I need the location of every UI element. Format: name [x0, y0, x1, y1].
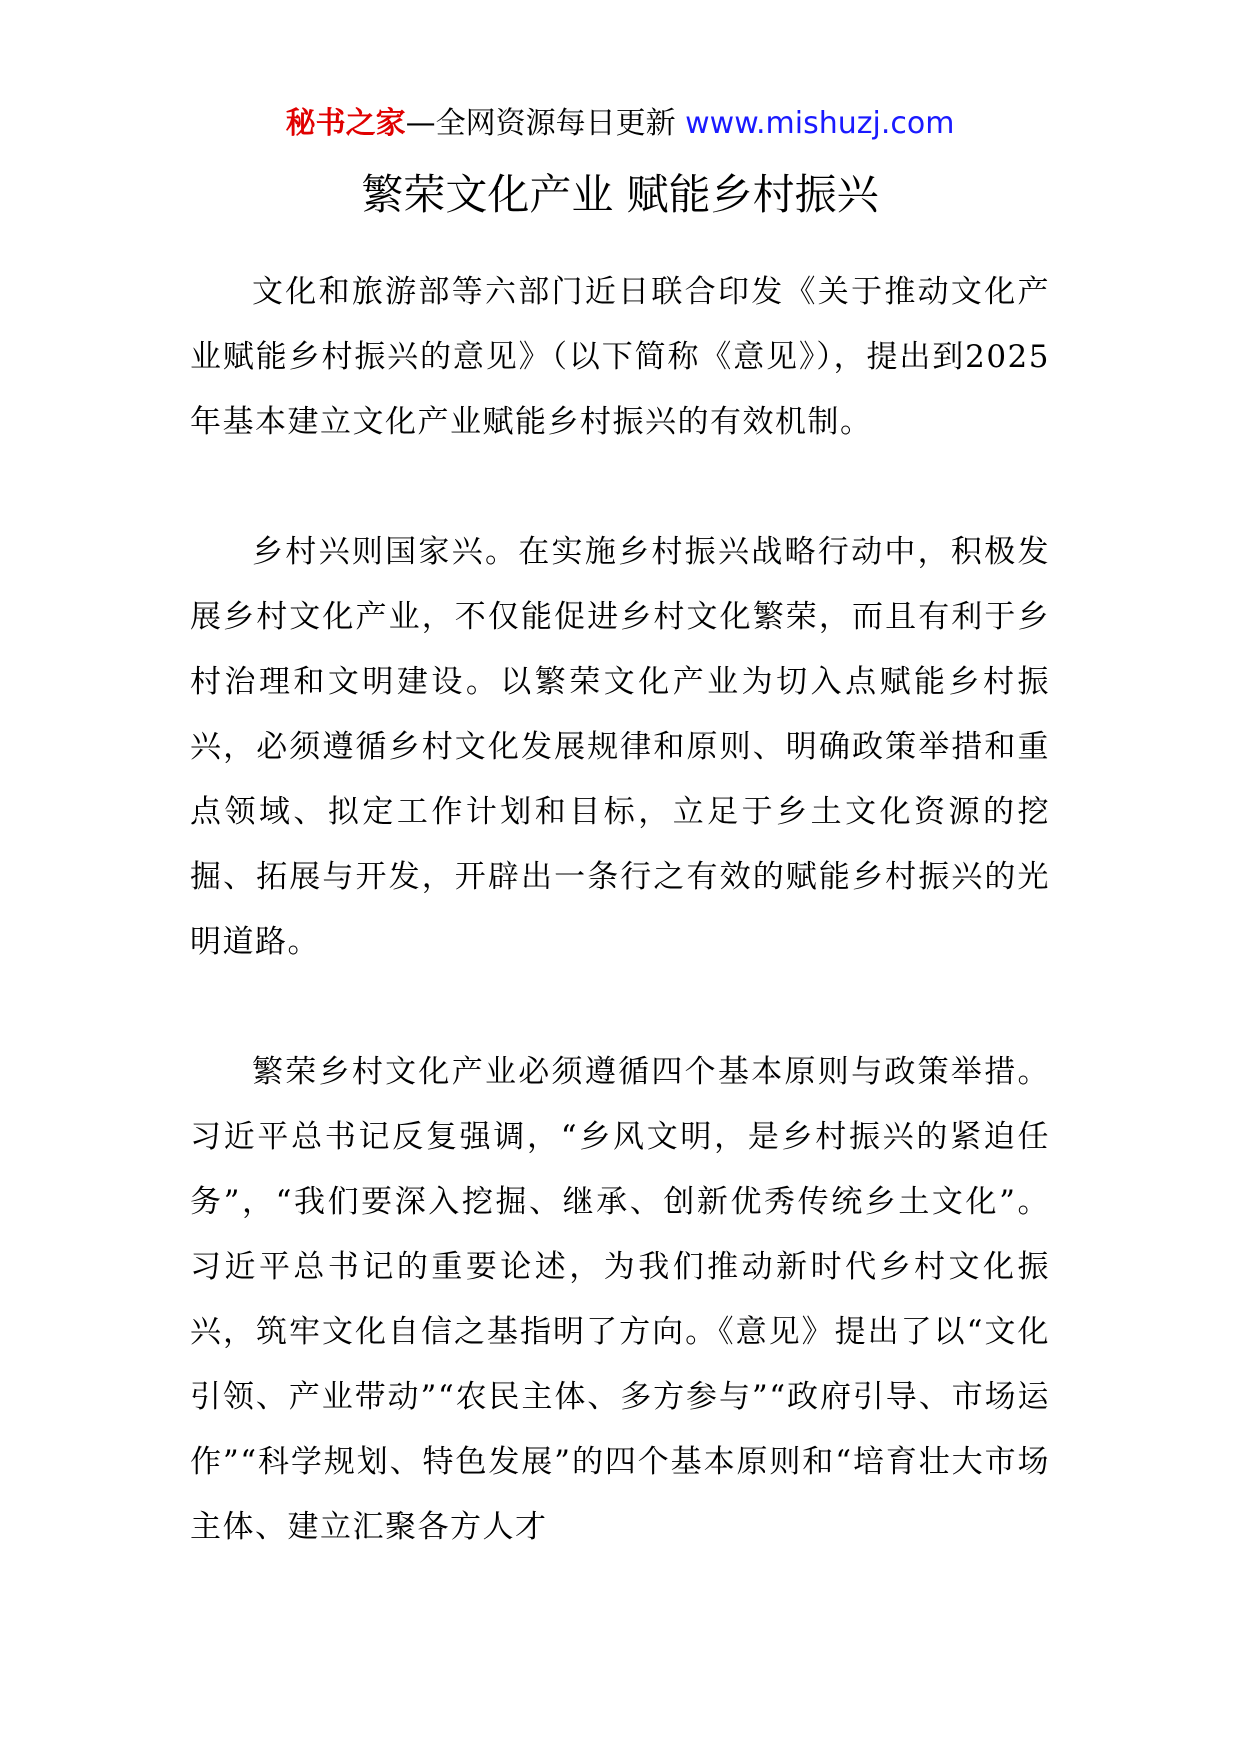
site-tagline: —全网资源每日更新	[405, 106, 686, 141]
article-paragraph-3: 繁荣乡村文化产业必须遵循四个基本原则与政策举措。习近平总书记反复强调，“乡风文明，是乡村振兴的紧迫任务”，“我们要深入挖掘、继承、创新优秀传统乡土文化”。习近平总书记的重要论述，为我们推动新时代乡村文化振兴，筑牢文化自信之基指明了方向。《意见》提出了以“文化引领、产业带动”“农民主体、多方参与”“政府引导、市场运作”“科学规划、特色发展”的四个基本原则和“培育壮大市场主体、建立汇聚各方人才	[190, 1054, 1050, 1545]
article-paragraph-2: 乡村兴则国家兴。在实施乡村振兴战略行动中，积极发展乡村文化产业，不仅能促进乡村文化繁荣，而且有利于乡村治理和文明建设。以繁荣文化产业为切入点赋能乡村振兴，必须遵循乡村文化发展规律和原则、明确政策举措和重点领域、拟定工作计划和目标，立足于乡土文化资源的挖掘、拓展与开发，开辟出一条行之有效的赋能乡村振兴的光明道路。	[190, 534, 1050, 960]
page-title: 繁荣文化产业 赋能乡村振兴	[361, 170, 879, 219]
article-body	[190, 260, 1050, 1625]
article-paragraph-1: 文化和旅游部等六部门近日联合印发《关于推动文化产业赋能乡村振兴的意见》（以下简称《意见》），提出到2025年基本建立文化产业赋能乡村振兴的有效机制。	[190, 274, 1050, 440]
site-brand: 秘书之家	[285, 106, 406, 141]
site-url-link[interactable]: www.mishuzj.com	[685, 106, 955, 141]
site-header	[0, 100, 1240, 148]
